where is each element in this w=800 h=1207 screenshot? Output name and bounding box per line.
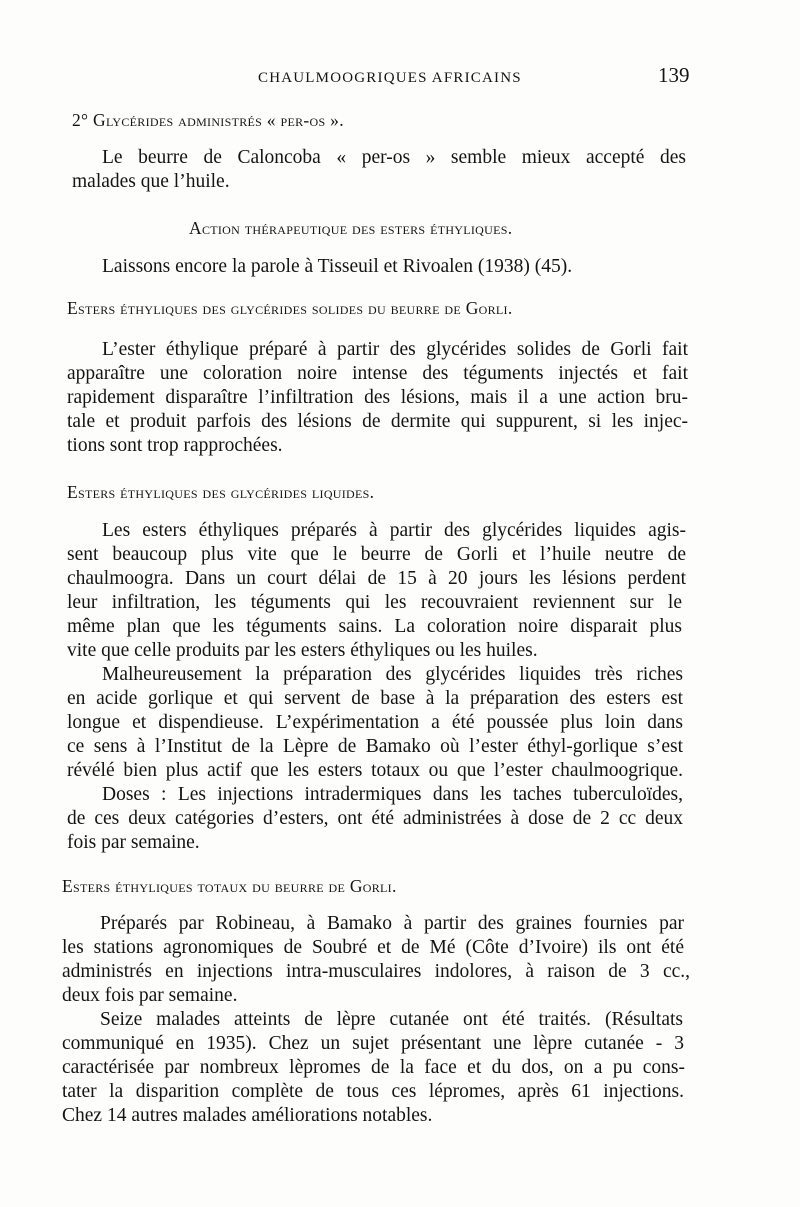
- paragraph-line: deux fois par semaine.: [62, 985, 238, 1006]
- paragraph-line: Seize malades atteints de lèpre cutanée ont été traités. (Résultats: [100, 1009, 683, 1030]
- paragraph-line: tions sont trop rapprochées.: [67, 435, 283, 456]
- paragraph-line: fois par semaine.: [67, 832, 200, 853]
- paragraph-line: de ces deux catégories d’esters, ont été administrées à dose de 2 cc deux: [67, 808, 683, 829]
- paragraph-line: même plan que les téguments sains. La coloration noire disparait plus: [67, 616, 682, 637]
- paragraph-line: ce sens à l’Institut de la Lèpre de Bamako où l’ester éthyl-gorlique s’est: [67, 736, 683, 757]
- section-heading-glycerides: 2° Glycérides administrés « per-os ».: [72, 110, 344, 130]
- paragraph-line: administrés en injections intra-musculaires indolores, à raison de 3 cc.,: [62, 961, 690, 982]
- paragraph-line: Chez 14 autres malades améliorations notables.: [62, 1105, 433, 1126]
- page-number: 139: [658, 63, 690, 87]
- paragraph-line: chaulmoogra. Dans un court délai de 15 à 20 jours les lésions perdent: [67, 568, 686, 589]
- paragraph-line: malades que l’huile.: [72, 171, 230, 192]
- paragraph-line: Malheureusement la préparation des glycérides liquides très riches: [102, 664, 683, 685]
- paragraph-line: Préparés par Robineau, à Bamako à partir des graines fournies par: [100, 913, 684, 934]
- paragraph-line: les stations agronomiques de Soubré et de Mé (Côte d’Ivoire) ils ont été: [62, 937, 684, 958]
- paragraph-line: Le beurre de Caloncoba « per-os » semble mieux accepté des: [102, 147, 686, 168]
- paragraph-line: L’ester éthylique préparé à partir des glycérides solides de Gorli fait: [102, 339, 688, 360]
- section-heading-solides: Esters éthyliques des glycérides solides du beurre de Gorli.: [67, 298, 513, 318]
- paragraph-line: vite que celle produits par les esters éthyliques ou les huiles.: [67, 640, 538, 661]
- paragraph-line: en acide gorlique et qui servent de base à la préparation des esters est: [67, 688, 683, 709]
- paragraph-line: Les esters éthyliques préparés à partir des glycérides liquides agis-: [102, 520, 686, 541]
- paragraph-line: caractérisée par nombreux lèpromes de la face et du dos, on a pu cons-: [62, 1057, 685, 1078]
- paragraph-line: tater la disparition complète de tous ces lépromes, après 61 injections.: [62, 1081, 684, 1102]
- section-heading-totaux: Esters éthyliques totaux du beurre de Gorli.: [62, 876, 397, 896]
- paragraph-line: rapidement disparaître l’infiltration des lésions, mais il a une action bru-: [67, 387, 688, 408]
- paragraph-line: révélé bien plus actif que les esters totaux ou que l’ester chaulmoogrique.: [67, 760, 683, 781]
- paragraph-line: longue et dispendieuse. L’expérimentation a été poussée plus loin dans: [67, 712, 683, 733]
- section-heading-liquides: Esters éthyliques des glycérides liquides.: [67, 482, 375, 502]
- paragraph-line: leur infiltration, les téguments qui les recouvraient reviennent sur le: [67, 592, 682, 613]
- running-header-title: CHAULMOOGRIQUES AFRICAINS: [258, 70, 522, 86]
- paragraph-line: apparaître une coloration noire intense des téguments injectés et fait: [67, 363, 688, 384]
- paragraph-line: sent beaucoup plus vite que le beurre de Gorli et l’huile neutre de: [67, 544, 686, 565]
- paragraph-line: communiqué en 1935). Chez un sujet présentant une lèpre cutanée - 3: [62, 1033, 684, 1054]
- paragraph-line: Doses : Les injections intradermiques dans les taches tuberculoïdes,: [102, 784, 683, 805]
- section-heading-action: Action thérapeutique des esters éthyliques.: [189, 218, 513, 238]
- paragraph-line: Laissons encore la parole à Tisseuil et Rivoalen (1938) (45).: [102, 256, 573, 277]
- paragraph-line: tale et produit parfois des lésions de dermite qui suppurent, si les injec-: [67, 411, 688, 432]
